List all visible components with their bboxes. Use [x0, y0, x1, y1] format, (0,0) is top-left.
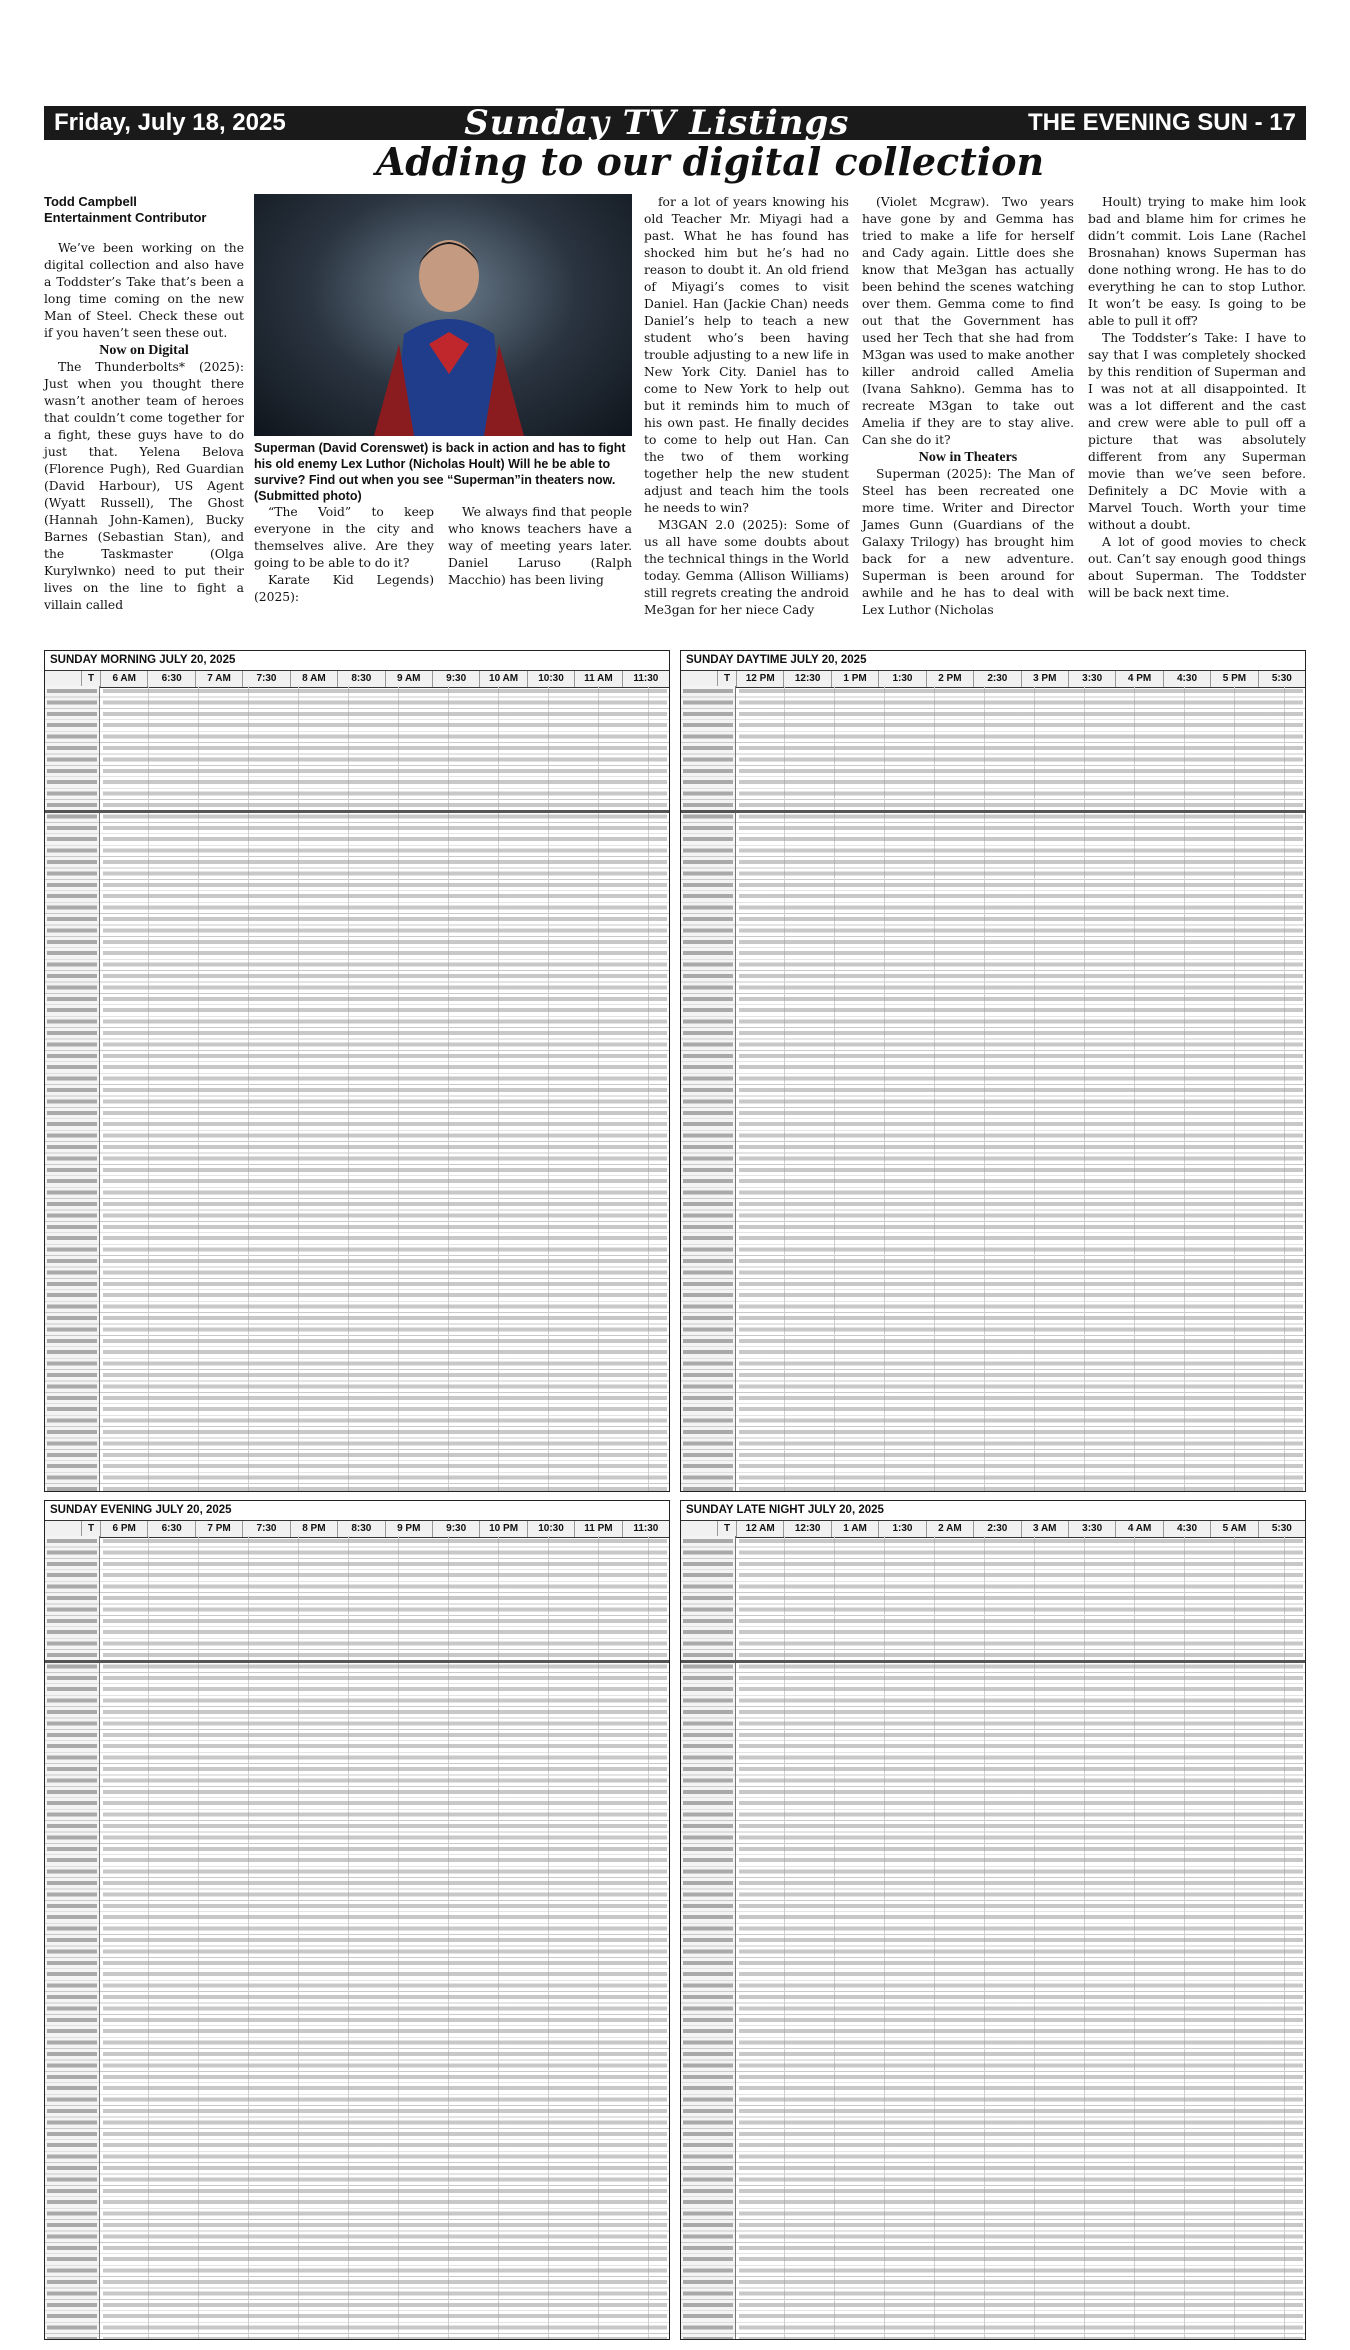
- article-column-4: [644, 194, 849, 619]
- time-slot: 6 PM: [100, 1521, 147, 1537]
- paragraph: A lot of good movies to check out. Can’t say enough good things about Superman. The Toddster will be back next time.: [1088, 535, 1306, 600]
- paragraph: The Thunderbolts* (2025): Just when you thought there wasn’t another team of heroes that couldn’t come together for a fight, these guys have to do just that. Yelena Belova (Florence Pugh), Red Guardian (David Harbour), US Agent (Wyatt Russell), The Ghost (Hannah John-Kamen), Bucky Barnes (Sebastian Stan), and the Taskmaster (Olga Kurylwnko) need to put their lives on the line to fight a villain called: [44, 360, 244, 612]
- time-slot: 7 PM: [195, 1521, 242, 1537]
- article-column-1: [44, 240, 244, 614]
- paragraph: We’ve been working on the digital collection and also have a Toddster’s Take that’s been a long time coming on the new Man of Steel. Check these out if you haven’t seen these out.: [44, 241, 244, 340]
- time-slot: 11 PM: [574, 1521, 621, 1537]
- issue-date: Friday, July 18, 2025: [54, 109, 286, 136]
- time-slot: 8:30: [337, 671, 384, 687]
- grid-title: SUNDAY MORNING JULY 20, 2025: [45, 651, 669, 671]
- paragraph: The Toddster’s Take: I have to say that I was completely shocked by this rendition of Superman and I was not at all disappointed. It was a lot different and the cast and crew were able to pull off a picture that was absolutely different from any Superman movie than we’ve seen before. Definitely a DC Movie with a Marvel Touch. Worth your time without a doubt.: [1088, 331, 1306, 532]
- paragraph: “The Void” to keep everyone in the city and themselves alive. Are they going to be able to do it?: [254, 505, 434, 570]
- time-slot: 9 PM: [385, 1521, 432, 1537]
- tv-grid-morning: [44, 650, 670, 1492]
- article-headline: Adding to our digital collection: [375, 139, 1045, 184]
- time-slot: 10 PM: [479, 1521, 526, 1537]
- page-header: [0, 0, 1350, 150]
- paragraph: M3GAN 2.0 (2025): Some of us all have some doubts about the technical things in the World today. Gemma (Allison Williams) still regrets creating the android Me3gan for her niece Cady: [644, 518, 849, 617]
- grid-title: SUNDAY EVENING JULY 20, 2025: [45, 1501, 669, 1521]
- superman-figure-icon: [374, 224, 524, 436]
- channel-column-label: T: [717, 1521, 736, 1537]
- time-slot: 11:30: [622, 671, 669, 687]
- time-slot: 4 PM: [1115, 671, 1162, 687]
- time-slot: 11:30: [622, 1521, 669, 1537]
- time-slot: 6:30: [147, 1521, 194, 1537]
- article-column-2: [254, 504, 434, 606]
- time-slot: 6:30: [147, 671, 194, 687]
- time-slot: 7 AM: [195, 671, 242, 687]
- paragraph: Superman (2025): The Man of Steel has been recreated one more time. Writer and Director James Gunn (Guardians of the Galaxy Trilogy) has brought him back for a new adventure. Superman is been around for awhile and he has to deal with Lex Luthor (Nicholas: [862, 467, 1074, 617]
- photo-caption: Superman (David Corenswet) is back in action and has to fight his old enemy Lex Luthor (Nicholas Hoult) Will he be able to survive? Find out when you see “Superman”in theaters now. (Submitted photo): [254, 441, 626, 503]
- byline: [44, 194, 244, 226]
- time-slot: 10:30: [527, 671, 574, 687]
- time-slot: 3:30: [1068, 1521, 1115, 1537]
- channel-column-label: T: [81, 671, 100, 687]
- time-slot: 2:30: [973, 1521, 1020, 1537]
- time-slot: 12 AM: [736, 1521, 783, 1537]
- time-slot: 5:30: [1258, 671, 1305, 687]
- time-slot: 3 AM: [1021, 1521, 1068, 1537]
- paragraph: (Violet Mcgraw). Two years have gone by and Gemma has tried to make a life for herself and Cady again. Little does she know that Me3gan has actually been behind the scenes watching over them. Gemma come to find out that the Government has used her Tech that she had from M3gan was used to make another killer android called Amelia (Ivana Sahkno). Gemma has to recreate M3gan to take out Amelia if they are to stay alive. Can she do it?: [862, 195, 1074, 447]
- time-slot: 6 AM: [100, 671, 147, 687]
- channel-column-label: T: [717, 671, 736, 687]
- time-slot: 10:30: [527, 1521, 574, 1537]
- author-role: Entertainment Contributor: [44, 210, 207, 225]
- listing-rows: [681, 1536, 1305, 2339]
- time-slot: 3:30: [1068, 671, 1115, 687]
- listing-rows: [45, 1536, 669, 2339]
- time-slot: 1 PM: [831, 671, 878, 687]
- header-bar: [44, 103, 1306, 143]
- author-name: Todd Campbell: [44, 194, 137, 209]
- time-slot: 1 AM: [831, 1521, 878, 1537]
- time-slot: 12 PM: [736, 671, 783, 687]
- paragraph: Karate Kid Legends) (2025):: [254, 573, 434, 604]
- time-slot: 9 AM: [385, 671, 432, 687]
- paragraph: Hoult) trying to make him look bad and blame him for crimes he didn’t commit. Lois Lane (Rachel Brosnahan) knows Superman has done nothing wrong. He has to do everything he can to stop Luthor. It won’t be easy. Is going to be able to pull it off?: [1088, 195, 1306, 328]
- time-slot: 11 AM: [574, 671, 621, 687]
- time-slot: 5 AM: [1210, 1521, 1257, 1537]
- paper-page: THE EVENING SUN - 17: [1027, 109, 1296, 136]
- subheading-digital: Now on Digital: [99, 343, 189, 358]
- section-title: Sunday TV Listings: [464, 103, 850, 143]
- time-slot: 4:30: [1163, 1521, 1210, 1537]
- listing-rows: [45, 686, 669, 1491]
- article-column-5: [862, 194, 1074, 619]
- time-slot: 8 AM: [290, 671, 337, 687]
- time-slot: 10 AM: [479, 671, 526, 687]
- time-slot: 7:30: [242, 671, 289, 687]
- listing-rows: [681, 686, 1305, 1491]
- tv-grid-evening: [44, 1500, 670, 2340]
- grid-title: SUNDAY DAYTIME JULY 20, 2025: [681, 651, 1305, 671]
- article-column-3: [448, 504, 632, 589]
- time-slot: 5:30: [1258, 1521, 1305, 1537]
- article: [44, 194, 1306, 646]
- time-slot: 1:30: [878, 671, 925, 687]
- time-slot: 9:30: [432, 1521, 479, 1537]
- article-column-6: [1088, 194, 1306, 602]
- time-slot: 7:30: [242, 1521, 289, 1537]
- time-slot: 2:30: [973, 671, 1020, 687]
- tv-grid-late-night: [680, 1500, 1306, 2340]
- tv-grid-daytime: [680, 650, 1306, 1492]
- time-slot: 5 PM: [1210, 671, 1257, 687]
- paragraph: for a lot of years knowing his old Teacher Mr. Miyagi had a past. What he has found has shocked him but he’s had no reason to doubt it. An old friend of Miyagi’s comes to visit Daniel. Han (Jackie Chan) needs Daniel’s help to teach a new student who’s been having trouble adjusting to a new life in New York City. Daniel has to come to New York to help out but it reminds him to much of his own past. He finally decides to come to help out Han. Can the two of them working together help the new student adjust and teach him the tools he needs to win?: [644, 195, 849, 515]
- time-slot: 1:30: [878, 1521, 925, 1537]
- subheading-theaters: Now in Theaters: [918, 450, 1018, 465]
- time-slot: 4 AM: [1115, 1521, 1162, 1537]
- time-slot: 2 AM: [926, 1521, 973, 1537]
- time-slot: 12:30: [783, 671, 830, 687]
- time-slot: 8:30: [337, 1521, 384, 1537]
- time-slot: 4:30: [1163, 671, 1210, 687]
- time-slot: 3 PM: [1021, 671, 1068, 687]
- paragraph: We always find that people who knows teachers have a way of meeting years later. Daniel Laruso (Ralph Macchio) has been living: [448, 505, 632, 587]
- channel-column-label: T: [81, 1521, 100, 1537]
- time-slot: 8 PM: [290, 1521, 337, 1537]
- time-slot: 12:30: [783, 1521, 830, 1537]
- time-slot: 9:30: [432, 671, 479, 687]
- superman-photo: [254, 194, 632, 436]
- grid-title: SUNDAY LATE NIGHT JULY 20, 2025: [681, 1501, 1305, 1521]
- time-slot: 2 PM: [926, 671, 973, 687]
